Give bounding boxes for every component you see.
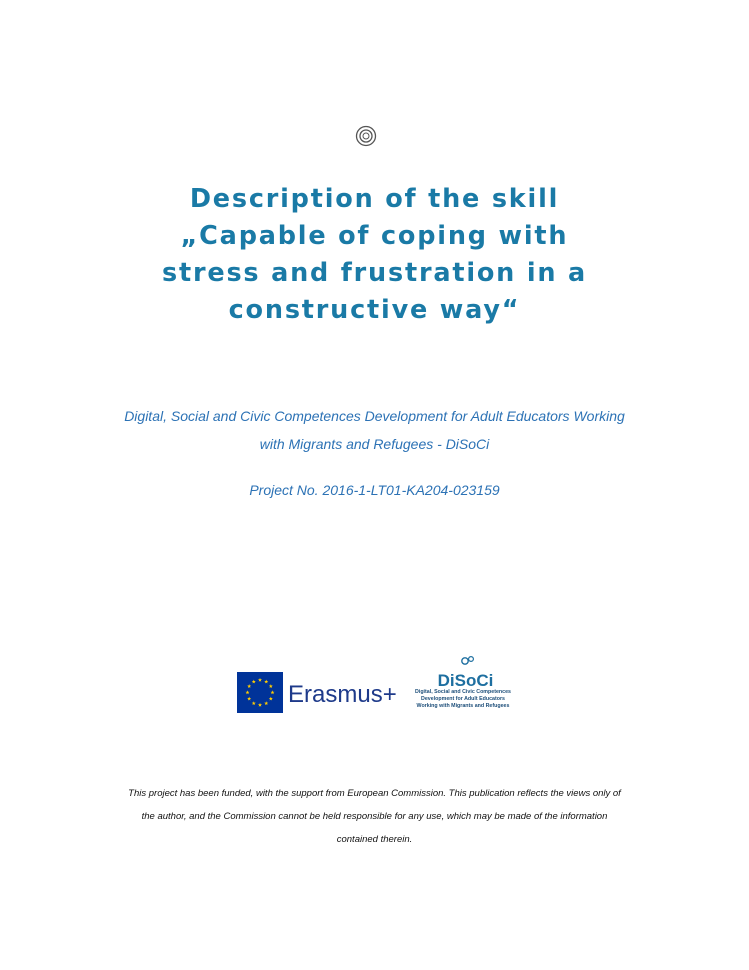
eu-star [252,701,256,705]
eu-star [269,697,273,701]
ring-icon [355,125,377,147]
funding-disclaimer [60,782,689,851]
eu-star [247,684,251,688]
disoci-logo-text: DiSoCi [437,671,494,690]
erasmus-logo-text: Erasmus+ [288,681,397,708]
eu-star [264,680,268,684]
disoci-tagline [413,689,513,710]
title-line: constructive way“ [228,295,521,325]
eu-star [252,680,256,684]
disoci-tagline-line: Digital, Social and Civic Competences [415,689,511,695]
document-title [0,181,749,329]
eu-star [269,684,273,688]
eu-stars [237,672,283,713]
eu-flag-icon [237,672,283,713]
disclaimer-line: contained therein. [336,834,413,845]
disclaimer-line: This project has been funded, with the support from European Commission. This publication reflects the views only of [128,788,621,799]
title-line: Description of the skill [189,184,560,214]
disoci-logo-icon [437,655,494,690]
disoci-tagline-line: Working with Migrants and Refugees [416,703,510,709]
eu-star [264,701,268,705]
eu-star [258,678,262,682]
title-line: stress and frustration in a [162,258,587,288]
disoci-logo [413,655,513,720]
eu-star [271,690,275,694]
disclaimer-line: the author, and the Commission cannot be held responsible for any use, which may be made of the information [141,811,608,822]
disoci-tagline-line: Development for Adult Educators [421,696,505,702]
subtitle-line: with Migrants and Refugees - DiSoCi [259,436,490,452]
project-subtitle [0,402,749,458]
project-number: Project No. 2016-1-LT01-KA204-023159 [249,482,500,498]
title-line: „Capable of coping with [180,221,569,251]
eu-star [247,697,251,701]
subtitle-line: Digital, Social and Civic Competences Development for Adult Educators Working [124,408,625,424]
eu-star [246,690,250,694]
eu-star [258,703,262,707]
